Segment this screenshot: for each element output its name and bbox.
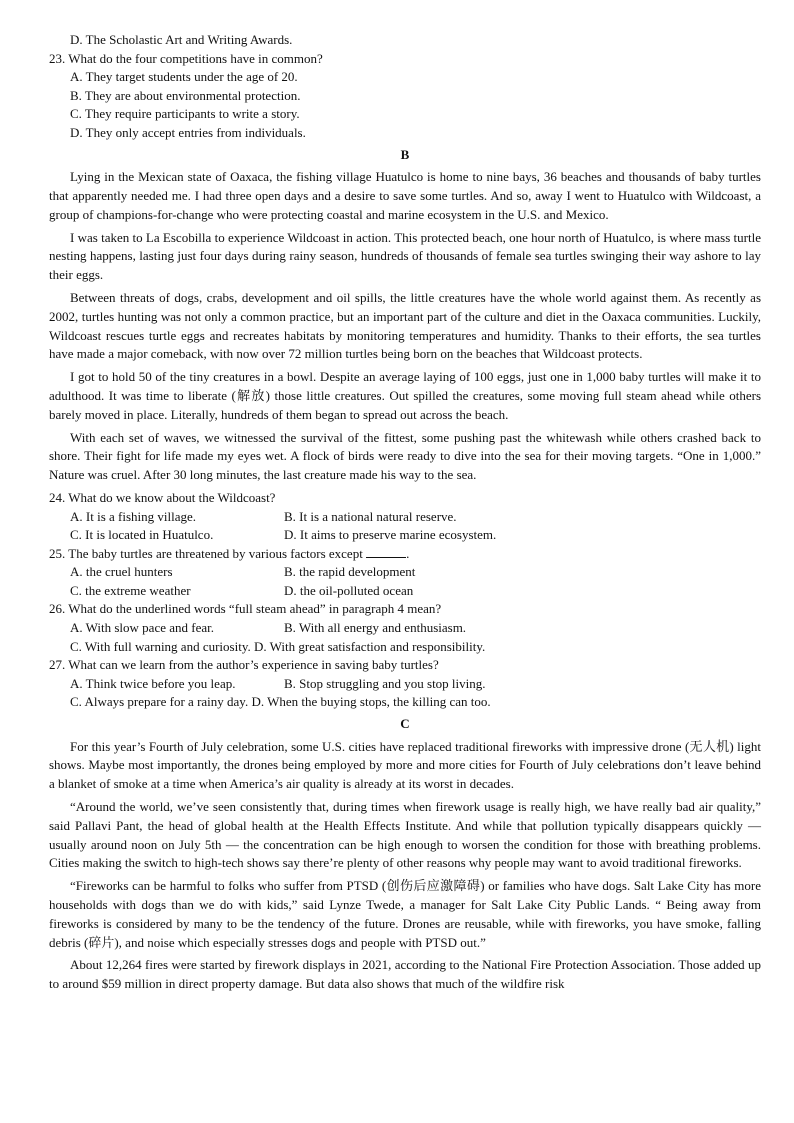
q27-option-c: C. Always prepare for a rainy day. (70, 694, 249, 710)
section-b-paragraph-5: With each set of waves, we witnessed the survival of the fittest, some pushing past the whitewash while others crashed back to shore. Their fight for life made my eyes wet. A flock of birds were ready to dive into the sea for their moving targets. “One in 1,000.” Nature was cruel. After 30 long minutes, the last creature made his way to the sea. (49, 429, 761, 483)
q26-options-row-1 (49, 619, 761, 638)
q24-options-row-2 (49, 526, 761, 545)
q26-option-a: A. With slow pace and fear. (70, 620, 214, 636)
section-c-paragraph-1: For this year’s Fourth of July celebration, some U.S. cities have replaced traditional fireworks with impressive drone (无人机) light shows. Maybe most importantly, the drones being employed by more and more cities for Fourth of July celebrations don’t leave behind a blanket of smoke at a time when America’s air quality is already at its worst in decades. (49, 738, 761, 792)
q25-options-row-1 (49, 563, 761, 582)
q24-option-d: D. It aims to preserve marine ecosystem. (284, 527, 497, 543)
q25-option-a: A. the cruel hunters (70, 564, 173, 580)
q26-option-b: B. With all energy and enthusiasm. (284, 620, 467, 636)
q24-options-row-1 (49, 508, 761, 527)
section-b-paragraph-3: Between threats of dogs, crabs, development and oil spills, the little creatures have the whole world against them. As recently as 2002, turtles hunting was not only a common practice, but an important part of the culture and diet in the Oaxaca communities. Luckily, Wildcoast rescues turtle eggs and recreates habitats by monitoring temperatures and humidity. Thanks to their efforts, the sea turtles have made a major comeback, with now over 72 million turtles being born on the beaches that Wildcoast protects. (49, 289, 761, 362)
q27-options-row-1 (49, 675, 761, 694)
q26-stem: 26. What do the underlined words “full steam ahead” in paragraph 4 mean? (49, 601, 442, 617)
section-c-heading: C (400, 716, 410, 732)
q25-option-c: C. the extreme weather (70, 582, 191, 598)
q23-option-a: A. They target students under the age of 20. (70, 69, 298, 85)
q23-option-d: D. They only accept entries from individuals. (70, 124, 306, 140)
q24-stem: 24. What do we know about the Wildcoast? (49, 489, 276, 505)
q25-stem-end: . (406, 545, 410, 561)
q27-option-a: A. Think twice before you leap. (70, 675, 236, 691)
q26-options-row-2 (49, 638, 761, 657)
q23-stem: 23. What do the four competitions have in common? (49, 50, 323, 66)
q27-option-b: B. Stop struggling and you stop living. (284, 675, 486, 691)
q27-options-row-2 (49, 693, 761, 712)
answer-blank (366, 545, 406, 558)
q24-option-b: B. It is a national natural reserve. (284, 508, 457, 524)
q25-options-row-2 (49, 582, 761, 601)
section-b-paragraph-1: Lying in the Mexican state of Oaxaca, the fishing village Huatulco is home to nine bays, 36 beaches and thousands of baby turtles that apparently needed me. I had three open days and a desire to save some turtles. And so, away I went to Huatulco with Wildcoast, a group of champions-for-change who were protecting coastal and marine ecosystem in the U.S. and Mexico. (49, 169, 761, 222)
q27-stem: 27. What can we learn from the author’s experience in saving baby turtles? (49, 657, 439, 673)
q24-option-c: C. It is located in Huatulco. (70, 527, 214, 543)
q22-option-d: D. The Scholastic Art and Writing Awards. (70, 32, 293, 47)
q24-option-a: A. It is a fishing village. (70, 508, 197, 524)
section-c-paragraph-2: “Around the world, we’ve seen consistently that, during times when firework usage is really high, we have really bad air quality,” said Pallavi Pant, the head of global health at the Health Effects Institute. And while that pollution typically disappears quickly — usually around noon on July 5th — the concentration can be high enough to worsen the condition for those with breathing problems. Cities making the switch to high-tech shows say there’re plenty of other reasons why people may want to avoid traditional fireworks. (49, 799, 761, 871)
q25-stem: 25. The baby turtles are threatened by various factors except (49, 545, 363, 561)
q23-option-b: B. They are about environmental protection. (70, 87, 301, 103)
section-c-paragraph-4: About 12,264 fires were started by firework displays in 2021, according to the National Fire Protection Association. Those added up to around $59 million in direct property damage. But data also shows that much of the wildfire risk (49, 957, 761, 992)
section-b-heading: B (400, 146, 410, 162)
exam-page (49, 31, 761, 998)
q26-option-c: C. With full warning and curiosity. (70, 638, 251, 654)
section-b-paragraph-4: I got to hold 50 of the tiny creatures in a bowl. Despite an average laying of 100 eggs, just one in 1,000 baby turtles will make it to adulthood. It was time to liberate (解放) those little creatures. Out spilled the creatures, some moving full steam ahead while others barely moved in place. Literally, hundreds of them began to spread out across the beach. (49, 369, 761, 422)
section-b-paragraph-2: I was taken to La Escobilla to experience Wildcoast in action. This protected beach, one hour north of Huatulco, is where mass turtle nesting happens, lasting just four days during rainy season, hundreds of thousands of female sea turtles swinging their way ashore to lay their eggs. (49, 229, 761, 283)
q25-stem-line (49, 545, 761, 564)
section-c-paragraph-3: “Fireworks can be harmful to folks who suffer from PTSD (创伤后应激障碍) or families who have dogs. Salt Lake City has more households with dogs than we do with kids,” said Lynze Twede, a manager for Salt Lake City Public Lands. “ Being away from fireworks is considered by many to be the tendency of the future. Drones are reusable, while with fireworks, you have smoke, falling debris (碎片), and noise which especially stresses dogs and people with PTSD out.” (49, 878, 761, 950)
q23-option-c: C. They require participants to write a story. (70, 106, 300, 122)
q27-option-d: D. When the buying stops, the killing can too. (251, 694, 491, 710)
q26-option-d: D. With great satisfaction and responsibility. (253, 638, 486, 654)
q25-option-d: D. the oil-polluted ocean (284, 582, 414, 598)
q25-option-b: B. the rapid development (284, 564, 416, 580)
